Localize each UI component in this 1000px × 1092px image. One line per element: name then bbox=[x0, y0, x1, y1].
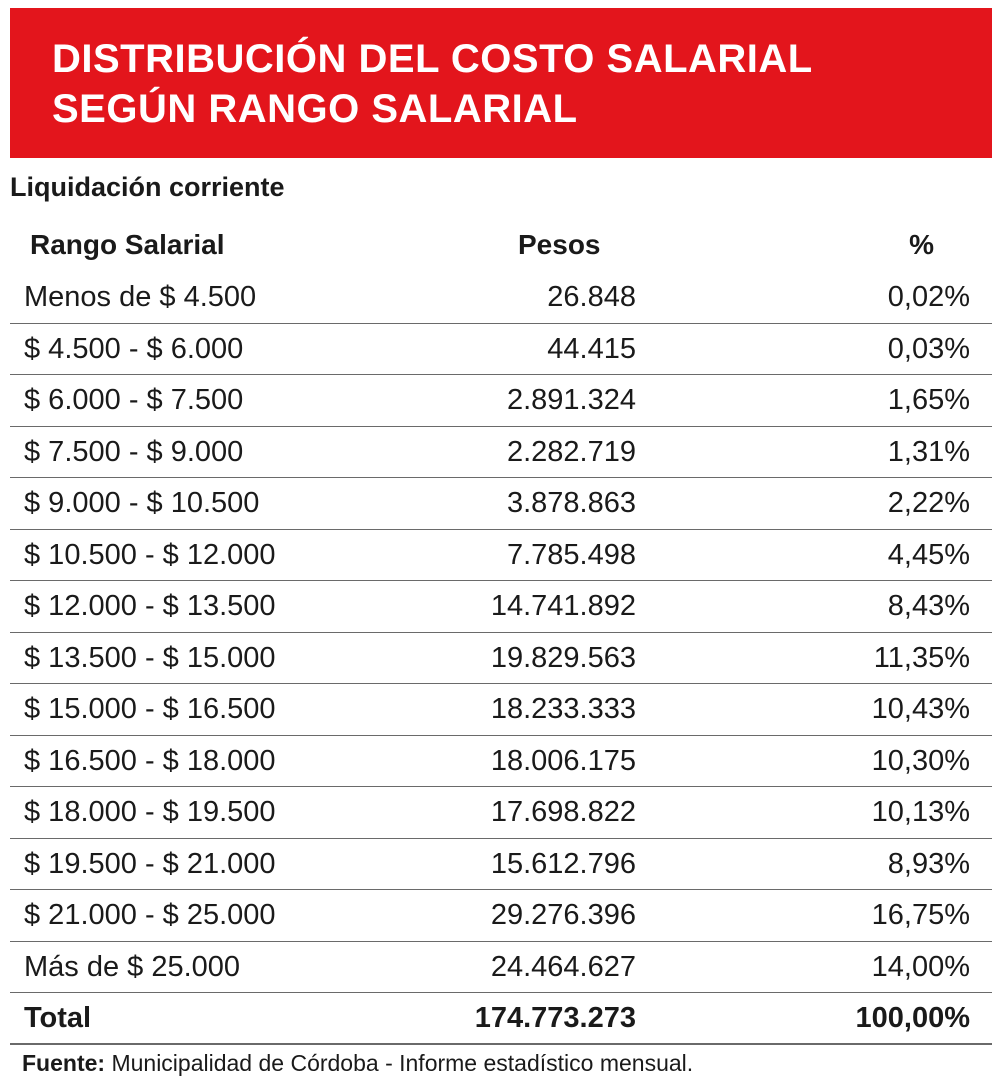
row-range: $ 12.000 - $ 13.500 bbox=[24, 590, 276, 622]
table-row bbox=[10, 272, 992, 324]
table-row bbox=[10, 942, 992, 994]
table-row bbox=[10, 324, 992, 376]
row-pct: 16,75% bbox=[871, 899, 970, 931]
total-label: Total bbox=[24, 1002, 92, 1034]
row-range: $ 18.000 - $ 19.500 bbox=[24, 796, 276, 828]
row-pesos: 17.698.822 bbox=[490, 796, 636, 828]
row-pesos: 7.785.498 bbox=[506, 538, 636, 571]
row-pesos: 2.891.324 bbox=[506, 384, 636, 416]
row-range: Más de $ 25.000 bbox=[24, 950, 241, 983]
row-pct: 0,03% bbox=[887, 332, 970, 365]
row-pct: 8,43% bbox=[887, 590, 970, 622]
row-range: $ 7.500 - $ 9.000 bbox=[24, 435, 244, 468]
total-pesos: 174.773.273 bbox=[474, 1002, 636, 1034]
source-label: Fuente: bbox=[22, 1050, 106, 1076]
row-pct: 11,35% bbox=[873, 641, 970, 674]
row-pct: 2,22% bbox=[887, 487, 970, 519]
header-range: Rango Salarial bbox=[30, 229, 225, 260]
table-row bbox=[10, 839, 992, 891]
row-pesos: 18.233.333 bbox=[490, 693, 636, 725]
row-pct: 10,43% bbox=[871, 693, 970, 725]
row-pesos: 3.878.863 bbox=[506, 487, 636, 519]
table-row bbox=[10, 787, 992, 839]
row-pct: 4,45% bbox=[887, 538, 970, 571]
row-range: $ 16.500 - $ 18.000 bbox=[24, 744, 276, 777]
table-row bbox=[10, 736, 992, 788]
row-pct: 8,93% bbox=[887, 847, 970, 880]
header-pct: % bbox=[909, 229, 934, 260]
row-range: $ 13.500 - $ 15.000 bbox=[24, 641, 276, 674]
row-range: $ 10.500 - $ 12.000 bbox=[24, 538, 276, 571]
row-pesos: 26.848 bbox=[547, 281, 636, 313]
row-pesos: 29.276.396 bbox=[490, 899, 636, 931]
table-row bbox=[10, 427, 992, 479]
table-body bbox=[10, 272, 992, 993]
row-pesos: 18.006.175 bbox=[490, 744, 636, 777]
table-total-row bbox=[10, 993, 992, 1045]
row-pct: 1,31% bbox=[887, 435, 970, 468]
row-range: $ 4.500 - $ 6.000 bbox=[24, 332, 244, 365]
title-banner bbox=[10, 8, 992, 158]
table-row bbox=[10, 530, 992, 582]
row-pesos: 44.415 bbox=[547, 332, 636, 365]
row-pct: 10,13% bbox=[871, 796, 970, 828]
title-line-1: DISTRIBUCIÓN DEL COSTO SALARIAL bbox=[52, 37, 813, 81]
source-note bbox=[22, 1046, 693, 1080]
row-range: $ 6.000 - $ 7.500 bbox=[24, 384, 244, 416]
row-pesos: 24.464.627 bbox=[490, 950, 636, 983]
row-pesos: 19.829.563 bbox=[490, 641, 636, 674]
table-row bbox=[10, 478, 992, 530]
table-row bbox=[10, 633, 992, 685]
total-pct: 100,00% bbox=[855, 1002, 970, 1034]
table-row bbox=[10, 684, 992, 736]
table-row bbox=[10, 890, 992, 942]
salary-table bbox=[10, 220, 992, 1045]
source-text: Municipalidad de Córdoba - Informe estadístico mensual. bbox=[111, 1050, 694, 1076]
header-pesos: Pesos bbox=[518, 229, 601, 260]
row-pct: 10,30% bbox=[871, 744, 970, 777]
row-range: $ 21.000 - $ 25.000 bbox=[24, 899, 276, 931]
row-pesos: 14.741.892 bbox=[490, 590, 636, 622]
row-pesos: 15.612.796 bbox=[490, 847, 636, 880]
row-range: $ 15.000 - $ 16.500 bbox=[24, 693, 276, 725]
table-header bbox=[10, 220, 992, 272]
table-row bbox=[10, 375, 992, 427]
row-range: $ 9.000 - $ 10.500 bbox=[24, 487, 260, 519]
row-range: $ 19.500 - $ 21.000 bbox=[24, 847, 276, 880]
row-pesos: 2.282.719 bbox=[506, 435, 636, 468]
row-pct: 14,00% bbox=[871, 950, 970, 983]
subtitle: Liquidación corriente bbox=[10, 172, 285, 202]
row-pct: 0,02% bbox=[887, 281, 970, 313]
table-row bbox=[10, 581, 992, 633]
row-range: Menos de $ 4.500 bbox=[24, 281, 257, 313]
row-pct: 1,65% bbox=[887, 384, 970, 416]
title-line-2: SEGÚN RANGO SALARIAL bbox=[52, 87, 578, 131]
